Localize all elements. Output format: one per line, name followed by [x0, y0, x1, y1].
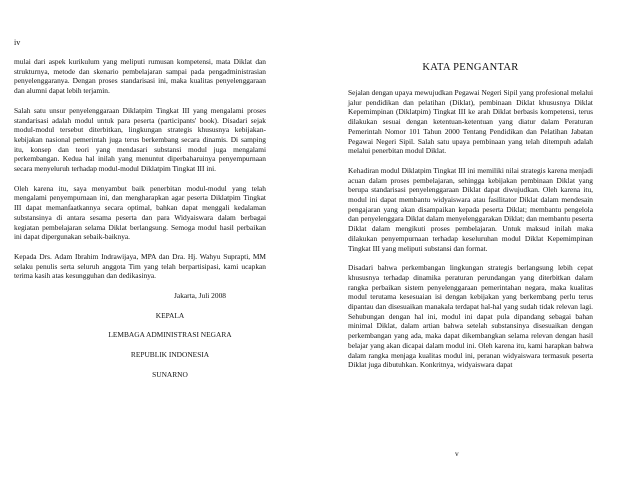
left-paragraph-1: mulai dari aspek kurikulum yang meliputi rumusan kompetensi, mata Diklat dan strukturnya, metode dan skenario pembelajaran sampai pada pengadministrasian penyelenggaranya. Dengan proses standarisasi ini, maka kualitas penyelenggaraan dan alumni dapat lebih terjamin.: [14, 57, 266, 96]
right-paragraph-1: Sejalan dengan upaya mewujudkan Pegawai Negeri Sipil yang profesional melalui jalur pendidikan dan pelatihan (Diklat), pembinaan Diklat khususnya Diklat Kepemimpinan (Diklatpim) Tingkat III ke arah Diklat berbasis kompetensi, terus dilakukan sesuai dengan ketentuan-ketentuan yang diatur dalam Peraturan Pemerintah Nomor 101 Tahun 2000 Tentang Pendidikan dan Pelatihan Jabatan Pegawai Negeri Sipil. Salah satu upaya pembinaan yang telah ditempuh adalah melalui penerbitan modul Diklat.: [348, 88, 593, 156]
left-paragraph-4: Kepada Drs. Adam Ibrahim Indrawijaya, MPA dan Dra. Hj. Wahyu Suprapti, MM selaku penulis serta seluruh anggota Tim yang telah berpartisipasi, kami ucapkan terima kasih atas kesungguhan dan dedikasinya.: [14, 251, 266, 281]
left-paragraph-3: Oleh karena itu, saya menyambut baik penerbitan modul-modul yang telah mengalami penyempurnaan ini, dan mengharapkan agar peserta Diklatpim Tingkat III dapat memanfaatkannya secara optimal, bahkan dapat menggali kedalaman substansinya di antara sesama peserta dan para Widyaiswara dalam berbagai kegiatan pembelajaran selama Diklat berlangsung. Semoga modul hasil perbaikan ini dapat dipergunakan sebaik-baiknya.: [14, 183, 266, 242]
signature-institution-2: REPUBLIK INDONESIA: [130, 350, 210, 360]
left-page-body: [14, 57, 266, 390]
right-paragraph-2: Kehadiran modul Diklatpim Tingkat III ini memiliki nilai strategis karena menjadi acuan dalam proses pembelajaran, sehingga kebijakan pembinaan Diklat yang berupa standarisasi penyelenggaraan Diklat dapat diwujudkan. Oleh karena itu, modul ini dapat membantu widyaiswara atau fasilitator Diklat dalam mendesain pengajaran yang akan disampaikan kepada peserta Diklat; membantu pengelola dan penyelenggara Diklat dalam menyelenggarakan Diklat; dan membantu peserta Diklat dalam mengikuti proses pembelajaran. Untuk maksud inilah maka dilakukan penyempurnaan terhadap keseluruhan modul Diklat Kepemimpinan Tingkat III yang meliputi substansi dan format.: [348, 165, 593, 253]
page-title: KATA PENGANTAR: [422, 62, 519, 73]
left-paragraph-2: Salah satu unsur penyelenggaraan Diklatpim Tingkat III yang mengalami proses standarisasi adalah modul untuk para peserta (participants' book). Disadari sejak modul-modul tersebut diterbitkan, lingkungan strategis khususnya kebijakan-kebijakan nasional pemerintah juga terus berkembang secara dinamis. Di samping itu, konsep dan teori yang mendasari substansi modul juga mengalami perkembangan. Kedua hal inilah yang menuntut diperbaharuinya penyempurnaan secara menyeluruh terhadap modul-modul Diklatpim Tingkat III ini.: [14, 105, 266, 174]
right-paragraph-3: Disadari bahwa perkembangan lingkungan strategis berlangsung lebih cepat khususnya terhadap dinamika peraturan perundangan yang diterbitkan dalam rangka perbaikan sistem penyelenggaraan pemerintahan negara, maka kualitas modul terutama kesesuaian isi dengan kebijakan yang berkembang perlu terus dipantau dan disesuaikan manakala terdapat hal-hal yang sudah tidak relevan lagi. Sehubungan dengan hal ini, modul ini dapat pula dipandang sebagai bahan minimal Diklat, dalam artian bahwa setelah substansinya disesuaikan dengan perkembangan yang ada, maka dapat dikembangkan selama relevan dengan hasil belajar yang akan dicapai dalam modul ini. Oleh karena itu, kami harapkan bahwa dalam rangka menjaga kualitas modul ini, peranan widyaiswara termasuk peserta Diklat juga dibutuhkan. Konkritnya, widyaiswara dapat: [348, 263, 593, 370]
right-page-body: [348, 88, 593, 380]
signature-institution-1: LEMBAGA ADMINISTRASI NEGARA: [108, 330, 232, 340]
signature-name: SUNARNO: [152, 369, 188, 379]
right-page-number: v: [455, 449, 459, 458]
signature-title: KEPALA: [155, 310, 185, 320]
signature-block: [74, 291, 266, 380]
signature-date: Jakarta, Juli 2008: [174, 291, 226, 301]
left-page-number: iv: [14, 38, 21, 47]
